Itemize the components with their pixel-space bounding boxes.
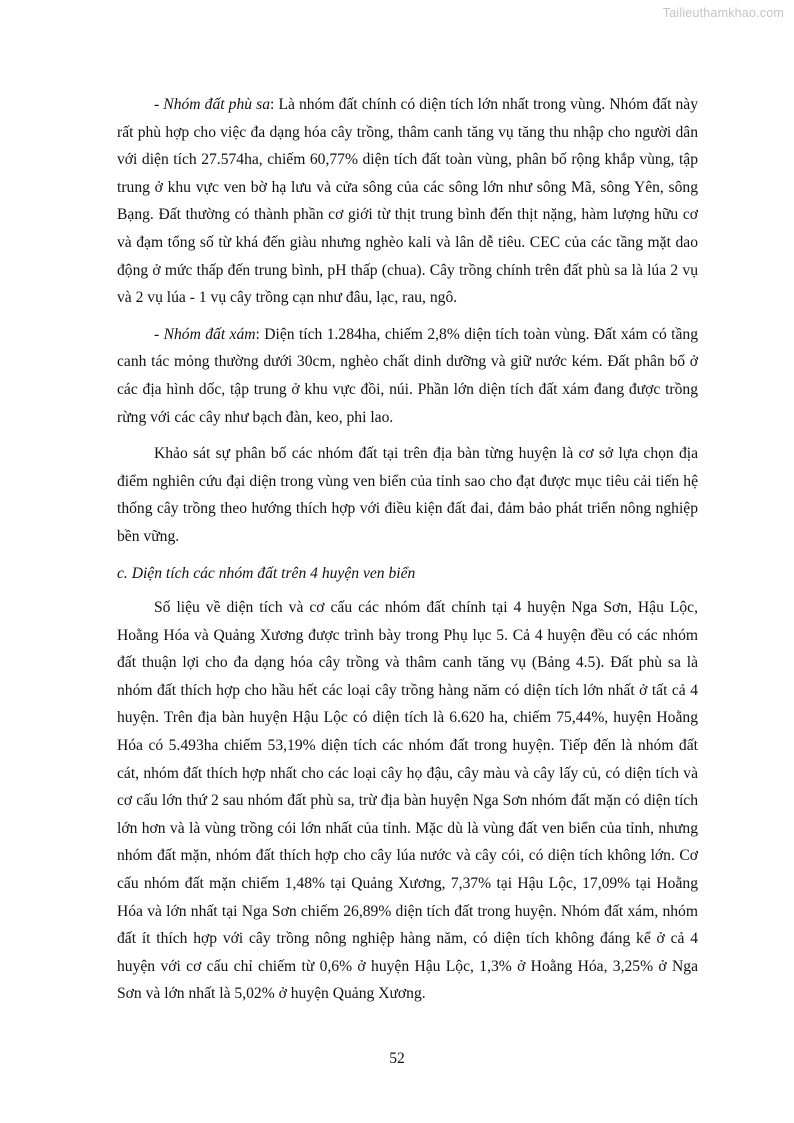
paragraph-text: : Diện tích 1.284ha, chiếm 2,8% diện tích toàn vùng. Đất xám có tầng canh tác mỏng thường dưới 30cm, nghèo chất dinh dưỡng và giữ nước kém. Đất phân bố ở các địa hình dốc, tập trung ở khu vực đồi, núi. Phần lớn diện tích đất xám đang được trồng rừng với các cây như bạch đàn, keo, phi lao.	[117, 325, 699, 426]
watermark: Tailieuthamkhao.com	[662, 6, 784, 20]
page-number: 52	[389, 1050, 405, 1067]
paragraph-text: Khảo sát sự phân bố các nhóm đất tại trên địa bàn từng huyện là cơ sở lựa chọn địa điểm nghiên cứu đại diện trong vùng ven biển của tỉnh sao cho đạt được mục tiêu cải tiến hệ thống cây trồng theo hướng thích hợp với điều kiện đất đai, đảm bảo phát triển nông nghiệp bền vững.	[117, 445, 698, 545]
section-heading-c: c. Diện tích các nhóm đất trên 4 huyện ven biển	[117, 564, 416, 582]
paragraph-survey	[117, 440, 698, 550]
paragraph-grey-soil	[117, 321, 698, 431]
paragraph-district-data	[117, 594, 698, 1008]
paragraph-lead: -	[154, 96, 164, 113]
paragraph-alluvial-soil	[117, 91, 698, 312]
page-body	[117, 91, 698, 1017]
paragraph-text: Số liệu về diện tích và cơ cấu các nhóm đất chính tại 4 huyện Nga Sơn, Hậu Lộc, Hoằng Hóa và Quảng Xương được trình bày trong Phụ lục 5. Cả 4 huyện đều có các nhóm đất thuận lợi cho đa dạng hóa cây trồng và thâm canh tăng vụ (Bảng 4.5). Đất phù sa là nhóm đất thích hợp cho hầu hết các loại cây trồng hàng năm có diện tích lớn nhất ở tất cả 4 huyện. Trên địa bàn huyện Hậu Lộc có diện tích là 6.620 ha, chiếm 75,44%, huyện Hoằng Hóa có 5.493ha chiếm 53,19% diện tích các nhóm đất trong huyện. Tiếp đến là nhóm đất cát, nhóm đất thích hợp nhất cho các loại cây họ đậu, cây màu và cây lấy củ, có diện tích và cơ cấu lớn thứ 2 sau nhóm đất phù sa, trừ địa bàn huyện Nga Sơn nhóm đất mặn có diện tích lớn hơn và là vùng trồng cói lớn nhất của tỉnh. Mặc dù là vùng đất ven biển của tỉnh, nhưng nhóm đất mặn, nhóm đất thích hợp cho cây lúa nước và cây cói, có diện tích không lớn. Cơ cấu nhóm đất mặn chiếm 1,48% tại Quảng Xương, 7,37% tại Hậu Lộc, 17,09% tại Hoằng Hóa và lớn nhất tại Nga Sơn chiếm 26,89% diện tích đất trong huyện. Nhóm đất xám, nhóm đất ít thích hợp với cây trồng nông nghiệp hàng năm, có diện tích không đáng kể ở cả 4 huyện với cơ cấu chỉ chiếm từ 0,6% ở huyện Hậu Lộc, 1,3% ở Hoằng Hóa, 3,25% ở Nga Sơn và lớn nhất là 5,02% ở huyện Quảng Xương.	[117, 599, 698, 1003]
term-alluvial-soil: Nhóm đất phù sa	[163, 96, 271, 113]
term-grey-soil: Nhóm đất xám	[163, 325, 256, 343]
paragraph-text: : Là nhóm đất chính có diện tích lớn nhất trong vùng. Nhóm đất này rất phù hợp cho việc đa dạng hóa cây trồng, thâm canh tăng vụ tăng thu nhập cho người dân với diện tích 27.574ha, chiếm 60,77% diện tích đất toàn vùng, phân bố rộng khắp vùng, tập trung ở khu vực ven bờ hạ lưu và cửa sông của các sông lớn như sông Mã, sông Yên, sông Bạng. Đất thường có thành phần cơ giới từ thịt trung bình đến thịt nặng, hàm lượng hữu cơ và đạm tổng số từ khá đến giàu nhưng nghèo kali và lân dễ tiêu. CEC của các tầng mặt dao động ở mức thấp đến trung bình, pH thấp (chua). Cây trồng chính trên đất phù sa là lúa 2 vụ và 2 vụ lúa - 1 vụ cây trồng cạn như đâu, lạc, rau, ngô.	[117, 96, 699, 307]
paragraph-lead: -	[154, 325, 164, 343]
